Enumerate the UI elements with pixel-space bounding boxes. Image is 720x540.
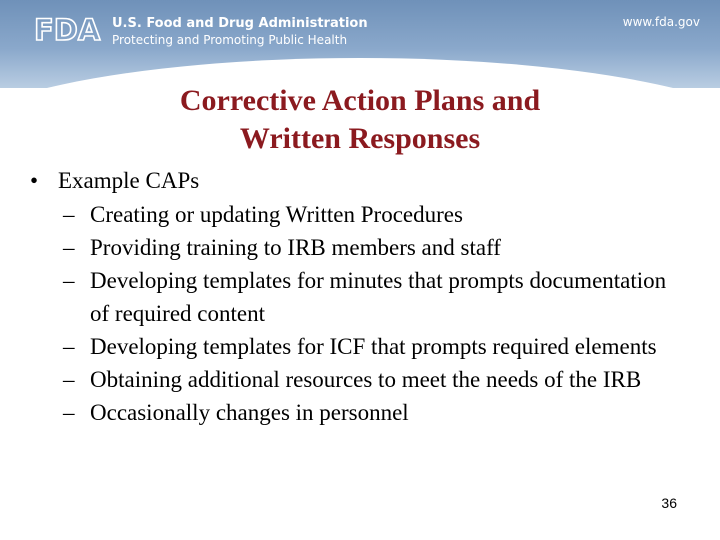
bullet-text: Example CAPs <box>58 168 200 193</box>
bullet-item <box>30 164 690 198</box>
agency-name: U.S. Food and Drug Administration <box>112 16 368 31</box>
sub-item-text: Developing templates for ICF that prompts required elements <box>90 334 657 359</box>
slide-title-line-1: Corrective Action Plans and <box>179 84 541 117</box>
dash-mark: – <box>63 268 75 293</box>
slide-title <box>0 82 720 158</box>
dash-mark: – <box>63 202 75 227</box>
sub-item <box>30 330 690 363</box>
sub-item <box>30 264 690 330</box>
sub-item-text: Developing templates for minutes that prompts documentation of required content <box>90 268 667 326</box>
bullet-mark: • <box>30 168 39 193</box>
dash-mark: – <box>63 400 75 425</box>
fda-logo-text: FDA <box>34 14 101 44</box>
sub-item <box>30 396 690 429</box>
sub-item <box>30 231 690 264</box>
header-banner <box>0 0 720 88</box>
slide-body <box>30 164 690 429</box>
sub-item-text: Obtaining additional resources to meet the needs of the IRB <box>90 367 642 392</box>
sub-item-text: Creating or updating Written Procedures <box>90 202 463 227</box>
sub-item <box>30 363 690 396</box>
sub-item-text: Occasionally changes in personnel <box>90 400 409 425</box>
slide-title-line-2: Written Responses <box>239 122 481 155</box>
dash-mark: – <box>63 235 75 260</box>
website-link[interactable]: www.fda.gov <box>622 15 700 29</box>
dash-mark: – <box>63 334 75 359</box>
fda-logo-icon <box>34 14 104 44</box>
agency-tagline: Protecting and Promoting Public Health <box>112 33 348 47</box>
sub-item <box>30 198 690 231</box>
sub-item-text: Providing training to IRB members and staff <box>90 235 501 260</box>
page-number: 36 <box>661 495 677 511</box>
dash-mark: – <box>63 367 75 392</box>
agency-block <box>112 15 368 49</box>
